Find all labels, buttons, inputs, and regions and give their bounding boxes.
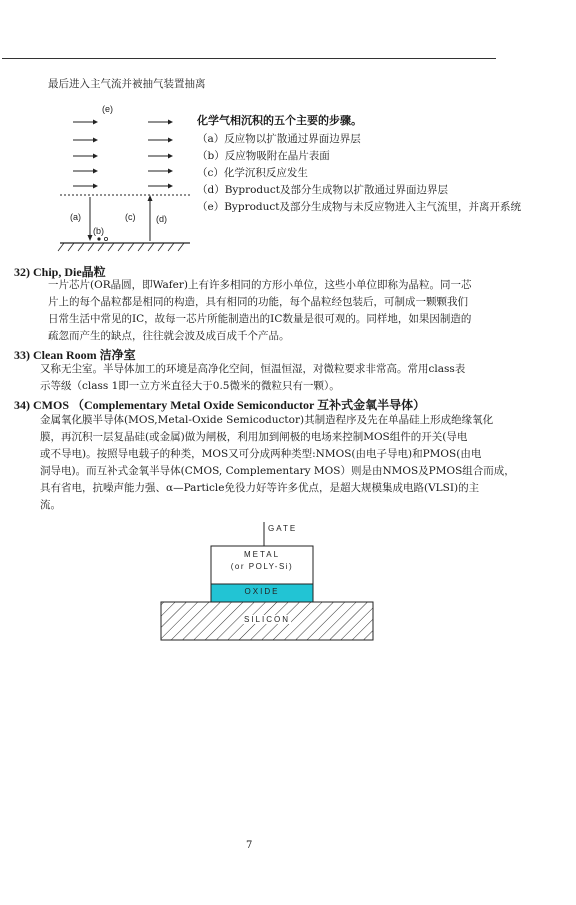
metal-sub-label: (or POLY-Si) — [230, 562, 294, 571]
header-rule — [2, 58, 496, 59]
label-c: (c) — [125, 212, 136, 222]
section-32-line: 疏忽而产生的缺点，往往就会波及成百成千个产品。 — [48, 330, 290, 342]
section-32-line: 一片芯片(OR晶圆，即Wafer)上有许多相同的方形小单位，这些小单位即称为晶粒。同一芯 — [48, 279, 472, 291]
reactant-particle — [104, 237, 107, 240]
section-32-line: 日常生活中常见的IC，故每一芯片所能制造出的IC数量是很可观的。同样地，如果因制造的 — [48, 313, 472, 325]
label-e: (e) — [102, 104, 113, 114]
gate-label: GATE — [268, 524, 298, 533]
silicon-label-text: SILICON — [243, 615, 290, 624]
section-33-line: 示等级（class 1即一立方米直径大于0.5微米的微粒只有一颗）。 — [40, 380, 340, 392]
section-34-line: 具有省电，抗噪声能力强、α—Particle免役力好等许多优点，是超大规模集成电路(VLSI)的主 — [40, 482, 480, 494]
section-32-body — [48, 277, 471, 345]
page-number: 7 — [246, 840, 253, 851]
cvd-diagram — [55, 100, 195, 258]
cvd-step-c: （c）化学沉积反应发生 — [197, 167, 308, 179]
section-34-body — [40, 412, 515, 514]
label-a: (a) — [70, 212, 81, 222]
intro-line: 最后进入主气流并被抽气装置抽离 — [48, 78, 206, 90]
cvd-step-e: （e）Byproduct及部分生成物与未反应物进入主气流里，并离开系统 — [197, 201, 522, 213]
section-34-line: 金属氧化膜半导体(MOS,Metal-Oxide Semicoductor)其制造程序及先在单晶硅上形成绝缘氧化 — [40, 414, 494, 426]
section-34-line: 洞导电)。而互补式金氧半导体(CMOS, Complementary MOS）则是由NMOS及PMOS组合而成， — [40, 465, 515, 477]
oxide-label: OXIDE — [244, 587, 280, 596]
section-34-line: 流。 — [40, 499, 61, 511]
cvd-step-a: （a）反应物以扩散通过界面边界层 — [197, 133, 361, 145]
adsorbed-particle — [97, 237, 100, 240]
silicon-label — [161, 615, 373, 624]
section-32-heading: 32) Chip, Die晶粒 — [14, 265, 106, 279]
section-33-body — [40, 361, 465, 395]
label-b: (b) — [93, 226, 104, 236]
section-34-line: 或不导电)。按照导电载子的种类，MOS又可分成两种类型:NMOS(由电子导电)和PMOS(由电 — [40, 448, 482, 460]
section-32-line: 片上的每个晶粒都是相同的构造，具有相同的功能，每个晶粒经包装后，可制成一颗颗我们 — [48, 296, 468, 308]
cvd-step-b: （b）反应物吸附在晶片表面 — [197, 150, 330, 162]
gas-flow-arrows — [73, 120, 173, 189]
metal-label: METAL — [243, 550, 281, 559]
section-33-heading: 33) Clean Room 洁净室 — [14, 348, 136, 362]
section-33-line: 又称无尘室。半导体加工的环境是高净化空间，恒温恒湿，对微粒要求非常高。常用class表 — [40, 363, 466, 375]
label-d: (d) — [156, 214, 167, 224]
section-34-heading: 34) CMOS （Complementary Metal Oxide Semiconductor 互补式金氧半导体） — [14, 398, 426, 412]
cvd-step-d: （d）Byproduct及部分生成物以扩散通过界面边界层 — [197, 184, 449, 196]
mos-structure-diagram — [155, 520, 385, 645]
section-34-line: 膜，再沉积一层复晶硅(或金属)做为闸极，利用加到闸极的电场来控制MOS组件的开关(导电 — [40, 431, 468, 443]
cvd-steps-title: 化学气相沉积的五个主要的步骤。 — [197, 114, 362, 127]
